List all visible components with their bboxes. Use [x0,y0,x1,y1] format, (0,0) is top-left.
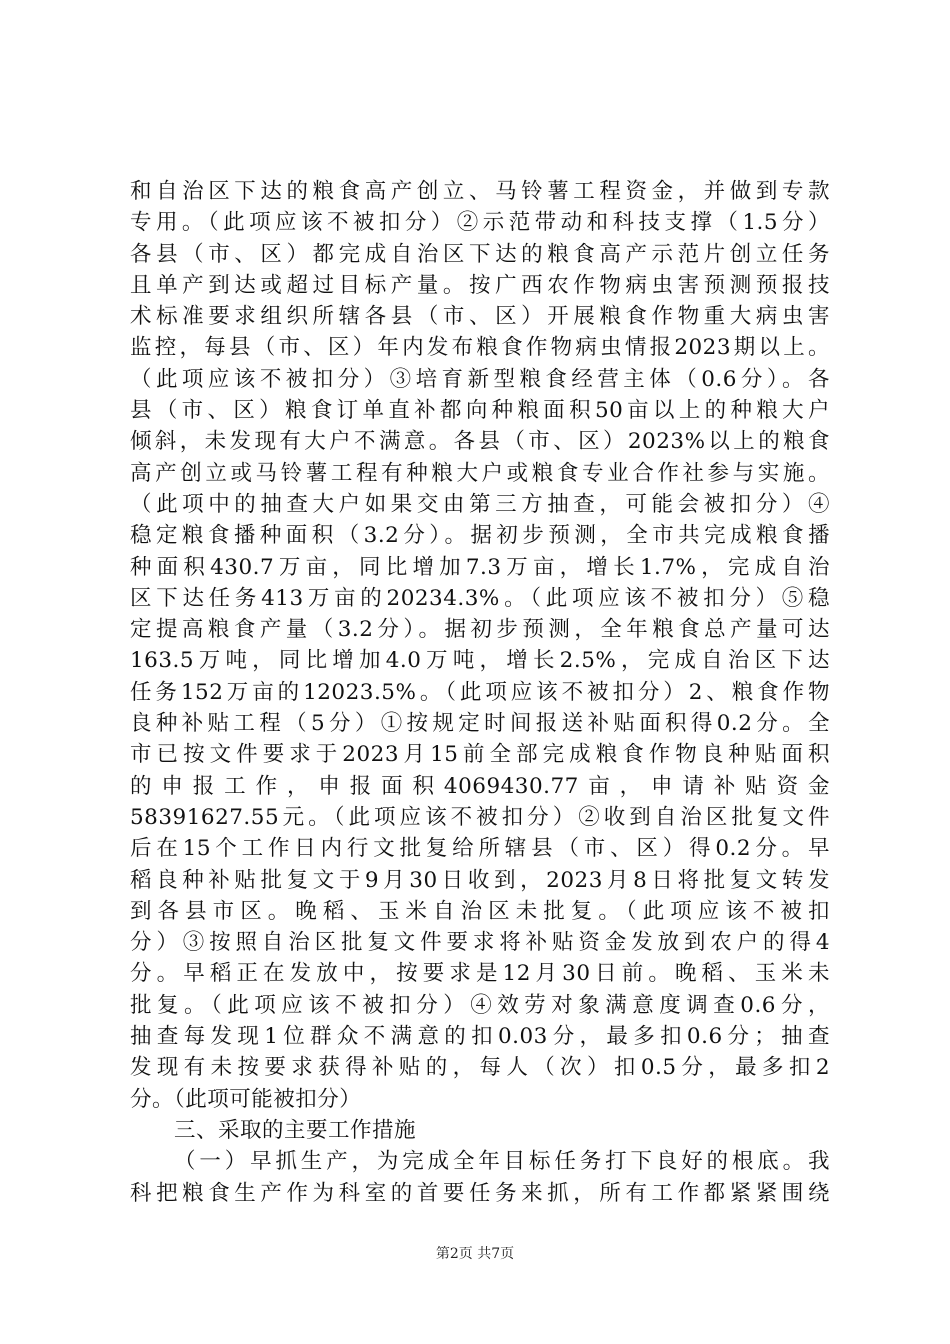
text-line: 分。（此项可能被扣分） [130,1086,362,1112]
text-line: （此项中的抽查大户如果交由第三方抽查，可能会被扣分）④ [130,491,830,517]
text-line: 批复。（此项应该不被扣分）④效劳对象满意度调查0.6分， [130,992,830,1018]
text-line: 市已按文件要求于2023月15前全部完成粮食作物良种贴面积 [130,742,830,768]
text-line: 稻良种补贴批复文于9月30日收到，2023月8日将批复文转发 [130,867,830,893]
text-line: 抽查每发现1位群众不满意的扣0.03分，最多扣0.6分；抽查 [130,1024,830,1050]
text-line: 监控，每县（市、区）年内发布粮食作物病虫情报2023期以上。 [130,335,830,361]
page-footer [0,1244,950,1264]
text-line: 且单产到达或超过目标产量。按广西农作物病虫害预测预报技 [130,272,830,298]
text-line: 分）③按照自治区批复文件要求将补贴资金发放到农户的得4 [130,930,830,956]
text-line: 发现有未按要求获得补贴的，每人（次）扣0.5分，最多扣2 [130,1055,830,1081]
text-line: 后在15个工作日内行文批复给所辖县（市、区）得0.2分。早 [130,836,830,862]
text-line: 区下达任务413万亩的20234.3%。（此项应该不被扣分）⑤稳 [130,585,830,611]
section-heading: 三、采取的主要工作措施 [174,1117,417,1143]
text-line: （一）早抓生产，为完成全年目标任务打下良好的根底。我 [174,1149,830,1175]
text-line: 县（市、区）粮食订单直补都向种粮面积50亩以上的种粮大户 [130,398,830,424]
page-number: 第2页 共7页 [435,1246,515,1262]
text-line: 专用。（此项应该不被扣分）②示范带动和科技支撑（1.5分） [130,210,830,236]
document-body [130,176,830,1209]
text-line: 58391627.55元。（此项应该不被扣分）②收到自治区批复文件 [130,804,830,830]
text-line: 种面积430.7万亩，同比增加7.3万亩，增长1.7%，完成自治 [130,554,830,580]
text-line: 各县（市、区）都完成自治区下达的粮食高产示范片创立任务 [130,241,830,267]
text-line: 任务152万亩的12023.5%。（此项应该不被扣分）2、粮食作物 [130,679,830,705]
text-line: 163.5万吨，同比增加4.0万吨，增长2.5%，完成自治区下达 [130,648,830,674]
text-line: 到各县市区。晚稻、玉米自治区未批复。（此项应该不被扣 [130,898,830,924]
text-line: 和自治区下达的粮食高产创立、马铃薯工程资金，并做到专款 [130,179,830,204]
text-line: 定提高粮食产量（3.2分）。据初步预测，全年粮食总产量可达 [130,617,830,643]
text-line: 高产创立或马铃薯工程有种粮大户或粮食专业合作社参与实施。 [130,460,830,486]
text-line: 分。早稻正在发放中，按要求是12月30日前。晚稻、玉米未 [130,961,830,987]
text-line: 倾斜，未发现有大户不满意。各县（市、区）2023%以上的粮食 [130,429,830,455]
text-line: （此项应该不被扣分）③培育新型粮食经营主体（0.6分）。各 [130,366,830,392]
text-line: 科把粮食生产作为科室的首要任务来抓，所有工作都紧紧围绕 [130,1180,830,1206]
text-line: 良种补贴工程（5分）①按规定时间报送补贴面积得0.2分。全 [130,711,830,737]
text-line: 术标准要求组织所辖各县（市、区）开展粮食作物重大病虫害 [130,304,830,330]
text-line: 稳定粮食播种面积（3.2分）。据初步预测，全市共完成粮食播 [130,523,830,549]
text-line: 的申报工作，申报面积4069430.77亩，申请补贴资金 [130,773,830,799]
